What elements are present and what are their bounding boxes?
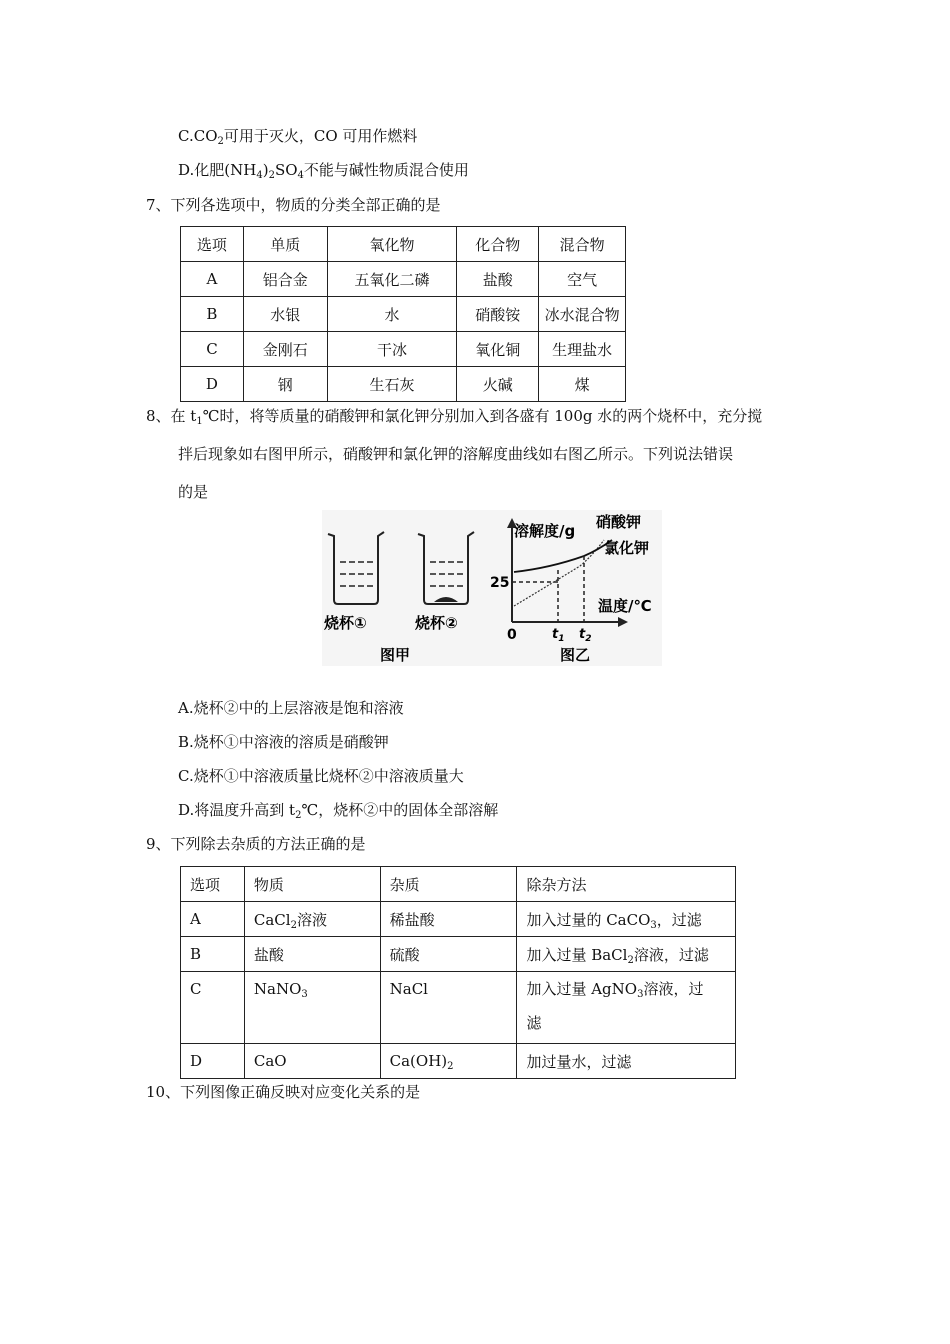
table-cell: B <box>181 937 245 972</box>
table-cell: 煤 <box>539 367 626 402</box>
q8-option-a: A.烧杯②中的上层溶液是饱和溶液 <box>178 699 404 717</box>
table-cell: $Ca(OH)_2$ <box>380 1044 517 1079</box>
table-row <box>181 1044 736 1079</box>
table-cell: D <box>181 1044 245 1079</box>
solubility-graph <box>490 513 652 664</box>
table-row <box>181 937 736 972</box>
table-cell: 氧化铜 <box>457 332 539 367</box>
table-cell: CaCl$_2$溶液 <box>244 902 380 937</box>
origin-label: 0 <box>507 627 517 643</box>
beaker-1-drawing <box>328 532 384 604</box>
table-cell: 生石灰 <box>327 367 457 402</box>
table-cell: 水银 <box>243 297 327 332</box>
q8-option-b: B.烧杯①中溶液的溶质是硝酸钾 <box>178 733 389 751</box>
table-row <box>181 972 736 1044</box>
table-header-cell: 物质 <box>244 867 380 902</box>
table-cell: 盐酸 <box>244 937 380 972</box>
table-cell: 火碱 <box>457 367 539 402</box>
table-header-cell: 选项 <box>181 227 244 262</box>
q7-table <box>180 226 626 402</box>
table-cell: 钢 <box>243 367 327 402</box>
beaker-2-label: 烧杯② <box>415 614 458 632</box>
table-header-cell: 混合物 <box>539 227 626 262</box>
table-cell: B <box>181 297 244 332</box>
q10-stem: 10、下列图像正确反映对应变化关系的是 <box>146 1083 421 1101</box>
table-row <box>181 262 626 297</box>
table-cell: A <box>181 902 245 937</box>
y-axis-label: 溶解度/g <box>514 522 576 540</box>
table-cell: 冰水混合物 <box>539 297 626 332</box>
table-cell: 铝合金 <box>243 262 327 297</box>
table-cell: 金刚石 <box>243 332 327 367</box>
table-row <box>181 297 626 332</box>
table-cell: C <box>181 332 244 367</box>
table-row <box>181 332 626 367</box>
t1-label: $t_1$ <box>552 627 565 644</box>
q9-table <box>180 866 736 1079</box>
table-cell: 盐酸 <box>457 262 539 297</box>
undissolved-solid <box>434 597 458 602</box>
q8-option-d: D.将温度升高到 $t_2℃$，烧杯②中的固体全部溶解 <box>178 801 499 821</box>
table-cell: NaCl <box>380 972 517 1044</box>
table-cell: 硝酸铵 <box>457 297 539 332</box>
table-cell: 水 <box>327 297 457 332</box>
x-axis-arrow <box>618 617 628 627</box>
legend-potassium-nitrate: 硝酸钾 <box>596 513 642 531</box>
table-cell: 加入过量 AgNO$_3$溶液，过 滤 <box>517 972 736 1044</box>
t2-label: $t_2$ <box>579 627 592 644</box>
legend-potassium-chloride: 氯化钾 <box>604 539 650 557</box>
table-cell: 稀盐酸 <box>380 902 517 937</box>
q8-stem-line1: 8、在 $t_1℃$时，将等质量的硝酸钾和氯化钾分别加入到各盛有 100g 水的两个烧杯中，充分搅 <box>146 407 763 427</box>
table-cell: 生理盐水 <box>539 332 626 367</box>
table-cell: 加入过量 BaCl$_2$溶液，过滤 <box>517 937 736 972</box>
table-cell: A <box>181 262 244 297</box>
table-header-row <box>181 867 736 902</box>
table-cell: 加入过量的 CaCO$_3$，过滤 <box>517 902 736 937</box>
q7-stem: 7、下列各选项中，物质的分类全部正确的是 <box>146 196 441 214</box>
q8-figure-svg <box>322 510 662 666</box>
curve-potassium-nitrate <box>514 540 604 606</box>
table-cell: 加过量水，过滤 <box>517 1044 736 1079</box>
q8-option-c: C.烧杯①中溶液质量比烧杯②中溶液质量大 <box>178 767 464 785</box>
x-axis-label: 温度/℃ <box>598 597 652 615</box>
table-header-cell: 杂质 <box>380 867 517 902</box>
table-header-row <box>181 227 626 262</box>
table-header-cell: 氧化物 <box>327 227 457 262</box>
q8-stem-line3: 的是 <box>178 483 209 501</box>
table-header-cell: 化合物 <box>457 227 539 262</box>
q6-option-c: $C.CO_2$可用于灭火，CO 可用作燃料 <box>178 127 418 147</box>
y-tick-25: 25 <box>490 575 510 591</box>
table-row <box>181 902 736 937</box>
table-cell: 五氧化二磷 <box>327 262 457 297</box>
figure-b-caption: 图乙 <box>560 646 591 664</box>
table-row <box>181 367 626 402</box>
q8-stem-line2: 拌后现象如右图甲所示，硝酸钾和氯化钾的溶解度曲线如右图乙所示。下列说法错误 <box>178 445 734 463</box>
table-cell: 硫酸 <box>380 937 517 972</box>
table-header-cell: 除杂方法 <box>517 867 736 902</box>
table-cell: D <box>181 367 244 402</box>
table-cell: C <box>181 972 245 1044</box>
q8-figure <box>322 510 662 666</box>
curve-potassium-chloride <box>514 540 612 572</box>
table-cell: CaO <box>244 1044 380 1079</box>
beaker-1-label: 烧杯① <box>324 614 367 632</box>
table-header-cell: 选项 <box>181 867 245 902</box>
q6-option-d: D.化肥$(NH_4)_2SO_4$不能与碱性物质混合使用 <box>178 161 469 181</box>
table-cell: 空气 <box>539 262 626 297</box>
q9-stem: 9、下列除去杂质的方法正确的是 <box>146 835 366 853</box>
beaker-2-drawing <box>418 532 474 604</box>
table-header-cell: 单质 <box>243 227 327 262</box>
table-cell: NaNO$_3$ <box>244 972 380 1044</box>
table-cell: 干冰 <box>327 332 457 367</box>
figure-a-caption: 图甲 <box>380 646 411 664</box>
